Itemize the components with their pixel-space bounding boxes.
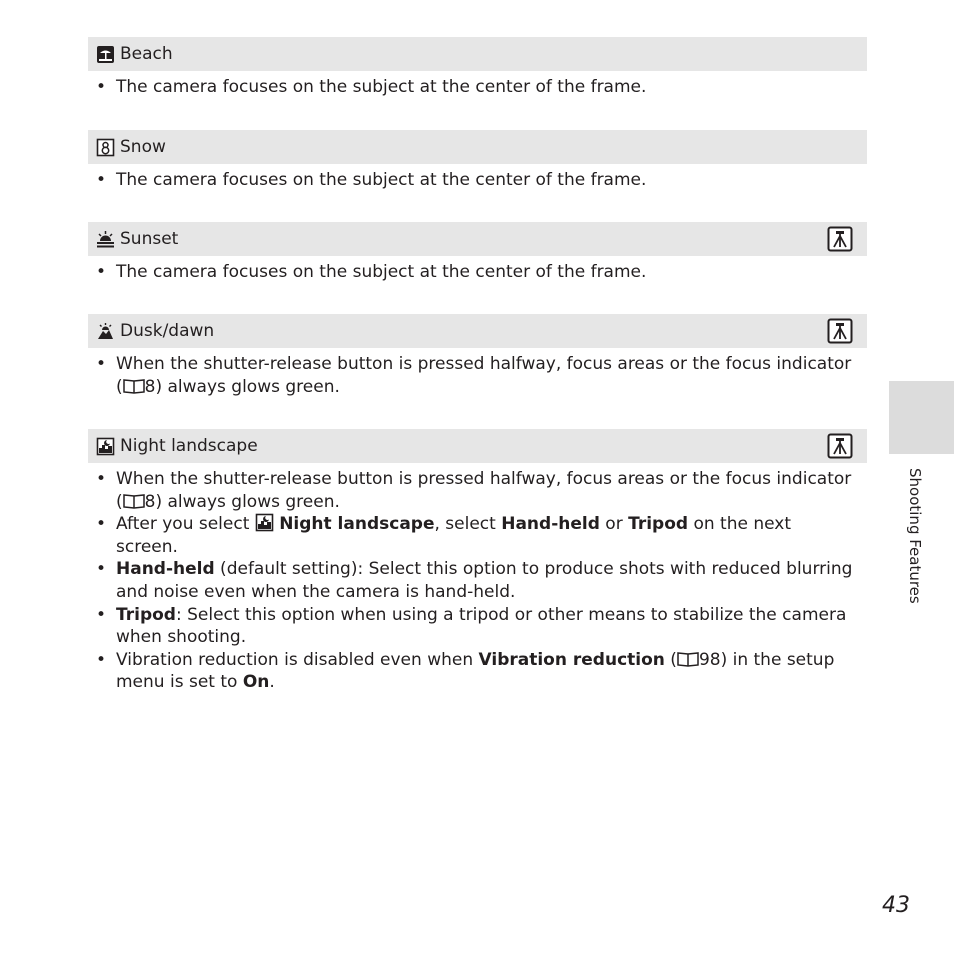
list-item: • Vibration reduction is disabled even when Vibration reduction ( 98) in the setup menu is set to On. — [96, 649, 856, 694]
snow-scene-icon — [96, 138, 115, 157]
chapter-label — [906, 468, 926, 618]
section-bullets-beach — [96, 76, 856, 99]
book-reference-icon — [677, 651, 699, 667]
list-item: • When the shutter-release button is pressed halfway, focus areas or the focus indicator ( 8) always glows green. — [96, 468, 856, 513]
section-header-sunset — [88, 222, 867, 256]
section-title: Sunset — [120, 229, 179, 249]
list-item: • When the shutter-release button is pressed halfway, focus areas or the focus indicator ( 8) always glows green. — [96, 353, 856, 398]
dusk-dawn-scene-icon — [96, 322, 115, 341]
night-landscape-scene-icon — [255, 513, 274, 532]
book-reference-icon — [123, 378, 145, 394]
sunset-scene-icon — [96, 230, 115, 249]
tripod-icon — [827, 433, 853, 459]
book-reference-icon — [123, 493, 145, 509]
list-item: • The camera focuses on the subject at the center of the frame. — [96, 261, 856, 284]
section-bullets-sunset — [96, 261, 856, 284]
night-landscape-scene-icon — [96, 437, 115, 456]
section-title: Night landscape — [120, 436, 258, 456]
list-item: • After you select Night landscape, select Hand-held or Tripod on the next screen. — [96, 513, 856, 558]
section-bullets-snow — [96, 169, 856, 192]
section-header-snow — [88, 130, 867, 164]
section-header-dusk-dawn — [88, 314, 867, 348]
beach-scene-icon — [96, 45, 115, 64]
list-item: • The camera focuses on the subject at the center of the frame. — [96, 169, 856, 192]
list-item: • Tripod: Select this option when using a tripod or other means to stabilize the camera when shooting. — [96, 604, 856, 649]
section-title: Snow — [120, 137, 166, 157]
page-number: 43 — [882, 893, 910, 918]
tripod-icon — [827, 318, 853, 344]
section-bullets-dusk-dawn — [96, 353, 856, 398]
list-item: • Hand-held (default setting): Select this option to produce shots with reduced blurring and noise even when the camera is hand-held. — [96, 558, 856, 603]
chapter-label-text: Shooting Features — [906, 468, 924, 604]
section-header-night-landscape — [88, 429, 867, 463]
section-title: Dusk/dawn — [120, 321, 215, 341]
tripod-icon — [827, 226, 853, 252]
section-title: Beach — [120, 44, 173, 64]
section-bullets-night-landscape — [96, 468, 856, 694]
chapter-tab — [889, 381, 954, 454]
section-header-beach — [88, 37, 867, 71]
list-item: • The camera focuses on the subject at the center of the frame. — [96, 76, 856, 99]
